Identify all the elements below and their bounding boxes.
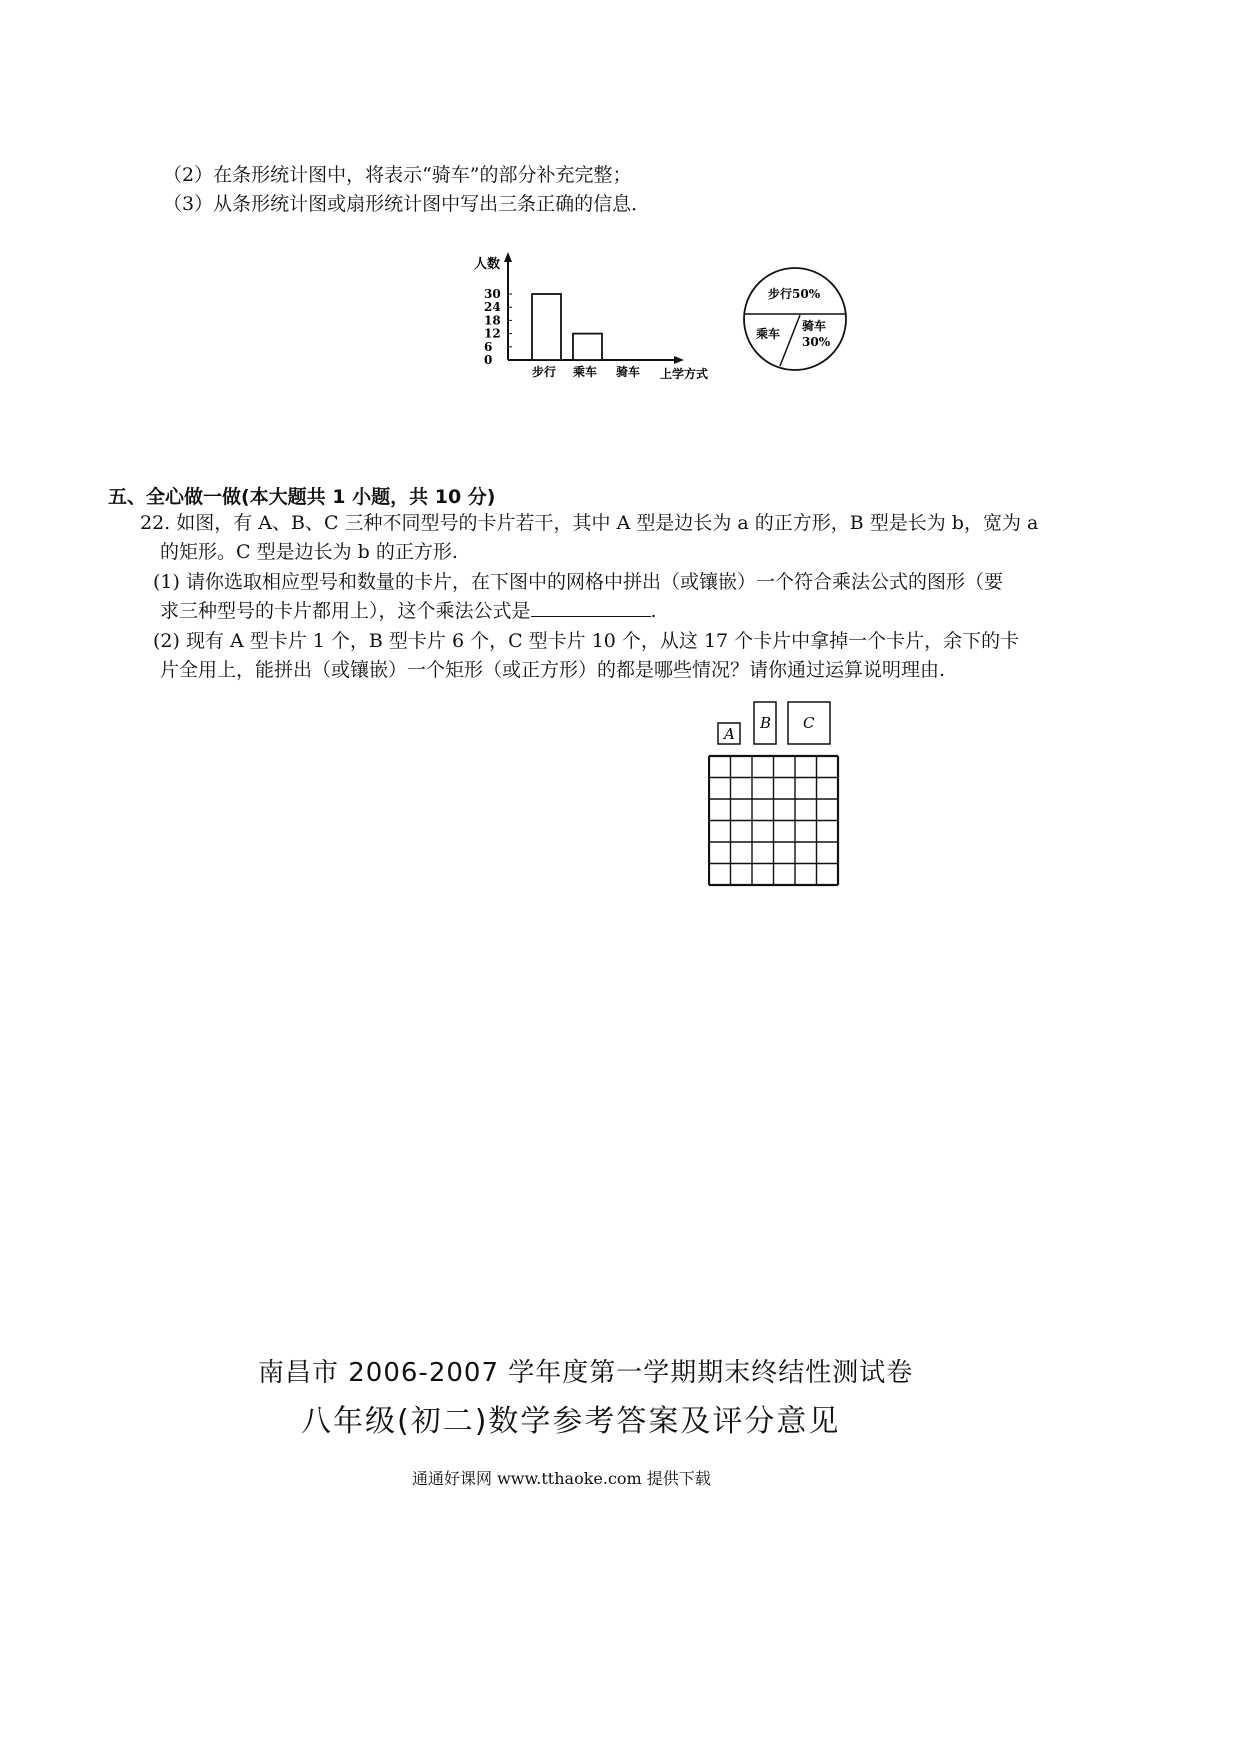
pie-slice-bike-percent: 30% bbox=[802, 335, 831, 349]
bar-chart bbox=[470, 248, 730, 388]
bar-2 bbox=[573, 334, 602, 360]
tiling-grid bbox=[709, 756, 838, 885]
card-b-label: B bbox=[760, 714, 772, 732]
q22-part2-line1: (2) 现有 A 型卡片 1 个，B 型卡片 6 个，C 型卡片 10 个，从这 17 个卡片中拿掉一个卡片，余下的卡 bbox=[153, 630, 1020, 652]
footer-source: 通通好课网 www.tthaoke.com 提供下载 bbox=[412, 1469, 711, 1488]
q21-part2: （2）在条形统计图中，将表示“骑车”的部分补充完整； bbox=[163, 164, 632, 186]
pie-slice-bike-label: 骑车 bbox=[802, 319, 827, 333]
x-axis-arrow bbox=[674, 356, 684, 364]
y-axis-arrow bbox=[504, 252, 512, 262]
footer-answer-title: 八年级(初二)数学参考答案及评分意见 bbox=[301, 1404, 841, 1439]
y-tick-label: 18 bbox=[484, 313, 501, 328]
q21-part3: （3）从条形统计图或扇形统计图中写出三条正确的信息． bbox=[163, 193, 651, 215]
cards-and-grid bbox=[708, 696, 848, 891]
pie-circle bbox=[744, 268, 846, 370]
pie-slice-walk: 步行50% bbox=[768, 287, 821, 301]
section-title: 五、全心做一做(本大题共 1 小题，共 10 分) bbox=[108, 486, 496, 508]
pie-chart bbox=[738, 262, 853, 377]
card-a-label: A bbox=[724, 725, 735, 743]
q22-line1: 22. 如图，有 A、B、C 三种不同型号的卡片若干，其中 A 型是边长为 a 的正方形，B 型是长为 b，宽为 a bbox=[140, 512, 1039, 534]
y-tick-label: 30 bbox=[484, 287, 501, 301]
y-tick-label: 24 bbox=[484, 300, 501, 315]
answer-blank[interactable] bbox=[531, 598, 651, 617]
y-tick-label: 12 bbox=[484, 326, 501, 341]
x-category-label: 步行 bbox=[532, 365, 557, 379]
q22-part2-line2: 片全用上，能拼出（或镶嵌）一个矩形（或正方形）的都是哪些情况？请你通过运算说明理由. bbox=[160, 659, 946, 681]
y-tick-label: 0 bbox=[484, 353, 493, 367]
q22-part1-text: 求三种型号的卡片都用上），这个乘法公式是 bbox=[160, 600, 531, 622]
x-axis-label: 上学方式 bbox=[660, 367, 709, 381]
q22-part1-line1: (1) 请你选取相应型号和数量的卡片，在下图中的网格中拼出（或镶嵌）一个符合乘法公式的图形（要 bbox=[153, 571, 1003, 593]
y-tick-label: 6 bbox=[484, 339, 493, 354]
pie-slice-bus-label: 乘车 bbox=[756, 327, 781, 341]
q22-line2: 的矩形。C 型是边长为 b 的正方形. bbox=[160, 541, 458, 563]
x-category-label: 骑车 bbox=[616, 365, 641, 379]
card-c-label: C bbox=[803, 714, 815, 732]
y-axis-label: 人数 bbox=[474, 257, 501, 272]
bar-1 bbox=[532, 294, 561, 360]
x-category-label: 乘车 bbox=[573, 365, 598, 379]
q22-part1-line2 bbox=[160, 596, 657, 626]
q22-part1-period: . bbox=[650, 600, 657, 622]
footer-exam-title: 南昌市 2006-2007 学年度第一学期期末终结性测试卷 bbox=[258, 1358, 914, 1388]
